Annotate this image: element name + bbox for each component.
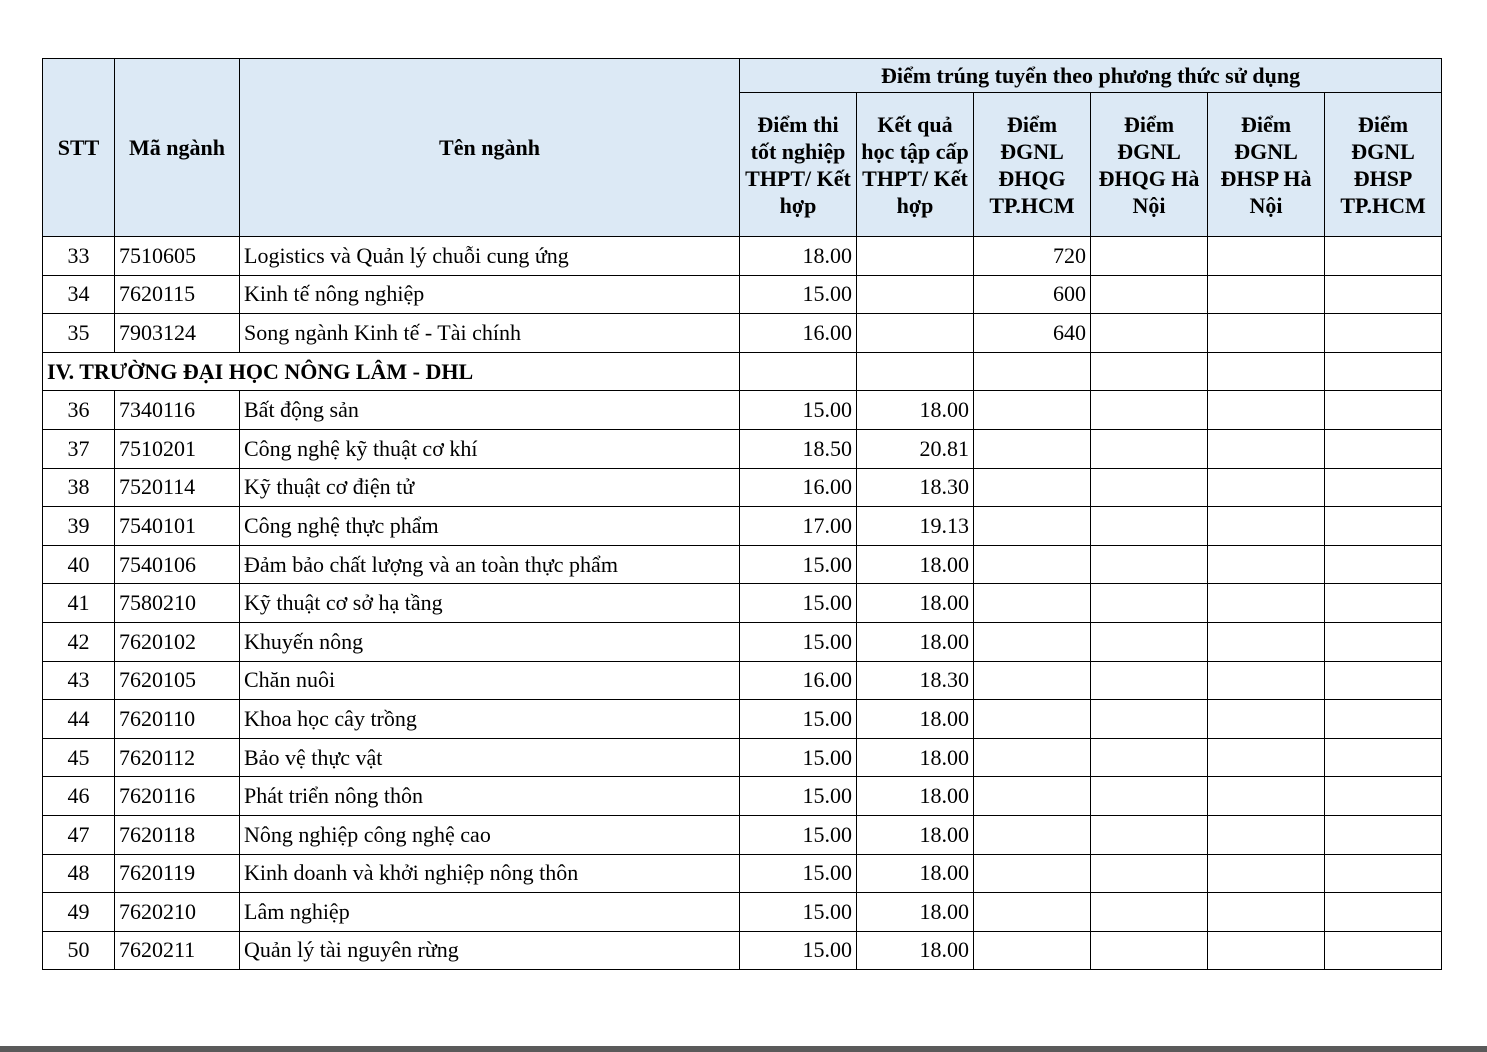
table-body [43, 237, 1442, 970]
row-score-dgnl-dhsp-hcm [1325, 584, 1442, 623]
row-score-thpt: 15.00 [740, 815, 857, 854]
row-code: 7620210 [115, 893, 240, 932]
row-name: Logistics và Quản lý chuỗi cung ứng [240, 237, 740, 276]
row-name: Phát triển nông thôn [240, 777, 740, 816]
row-score-dgnl-dhqg-hn [1091, 545, 1208, 584]
row-name: Lâm nghiệp [240, 893, 740, 932]
row-score-dgnl-dhqg-hcm: 720 [974, 237, 1091, 276]
row-code: 7520114 [115, 468, 240, 507]
row-score-dgnl-dhsp-hn [1208, 738, 1325, 777]
table-row [43, 854, 1442, 893]
row-code: 7580210 [115, 584, 240, 623]
page-bottom-rule [0, 1046, 1487, 1052]
table-row [43, 622, 1442, 661]
header-method-dgnl-dhqg-hn: Điểm ĐGNL ĐHQG Hà Nội [1091, 93, 1208, 237]
row-score-dgnl-dhsp-hcm [1325, 738, 1442, 777]
row-score-dgnl-dhsp-hcm [1325, 700, 1442, 739]
row-score-hoc-ba [857, 314, 974, 353]
row-stt: 35 [43, 314, 115, 353]
row-stt: 33 [43, 237, 115, 276]
row-score-dgnl-dhsp-hn [1208, 854, 1325, 893]
row-score-dgnl-dhsp-hcm [1325, 931, 1442, 970]
row-score-dgnl-dhqg-hcm [974, 545, 1091, 584]
row-score-dgnl-dhsp-hn [1208, 661, 1325, 700]
row-score-hoc-ba: 18.30 [857, 661, 974, 700]
row-score-dgnl-dhqg-hcm [974, 429, 1091, 468]
row-name: Bảo vệ thực vật [240, 738, 740, 777]
table-row [43, 931, 1442, 970]
row-code: 7620112 [115, 738, 240, 777]
section-empty-cell [857, 352, 974, 391]
row-score-hoc-ba: 18.00 [857, 738, 974, 777]
row-code: 7620110 [115, 700, 240, 739]
table-row [43, 738, 1442, 777]
table-row [43, 584, 1442, 623]
header-method-thpt: Điểm thi tốt nghiệp THPT/ Kết hợp [740, 93, 857, 237]
row-score-dgnl-dhqg-hn [1091, 700, 1208, 739]
row-score-dgnl-dhqg-hn [1091, 237, 1208, 276]
row-name: Chăn nuôi [240, 661, 740, 700]
header-name: Tên ngành [240, 59, 740, 237]
row-name: Đảm bảo chất lượng và an toàn thực phẩm [240, 545, 740, 584]
row-score-dgnl-dhsp-hcm [1325, 661, 1442, 700]
row-code: 7510605 [115, 237, 240, 276]
row-name: Song ngành Kinh tế - Tài chính [240, 314, 740, 353]
row-score-dgnl-dhqg-hn [1091, 661, 1208, 700]
table-row [43, 700, 1442, 739]
row-score-dgnl-dhqg-hn [1091, 931, 1208, 970]
row-score-dgnl-dhsp-hcm [1325, 468, 1442, 507]
row-stt: 38 [43, 468, 115, 507]
table-row [43, 429, 1442, 468]
header-method-dgnl-dhqg-hcm: Điểm ĐGNL ĐHQG TP.HCM [974, 93, 1091, 237]
row-score-hoc-ba: 18.00 [857, 893, 974, 932]
row-score-thpt: 15.00 [740, 931, 857, 970]
row-code: 7620118 [115, 815, 240, 854]
row-score-thpt: 18.00 [740, 237, 857, 276]
row-score-thpt: 15.00 [740, 545, 857, 584]
row-score-dgnl-dhqg-hn [1091, 893, 1208, 932]
row-code: 7540101 [115, 507, 240, 546]
table-header [43, 59, 1442, 237]
row-score-dgnl-dhqg-hcm [974, 738, 1091, 777]
section-empty-cell [1325, 352, 1442, 391]
row-score-dgnl-dhqg-hn [1091, 622, 1208, 661]
row-code: 7510201 [115, 429, 240, 468]
table-row [43, 507, 1442, 546]
row-score-hoc-ba: 18.00 [857, 815, 974, 854]
section-row [43, 352, 1442, 391]
row-score-thpt: 16.00 [740, 314, 857, 353]
row-score-thpt: 15.00 [740, 893, 857, 932]
row-score-dgnl-dhsp-hcm [1325, 893, 1442, 932]
row-score-dgnl-dhqg-hn [1091, 429, 1208, 468]
row-score-dgnl-dhqg-hcm: 600 [974, 275, 1091, 314]
row-score-dgnl-dhsp-hn [1208, 429, 1325, 468]
row-score-dgnl-dhsp-hn [1208, 700, 1325, 739]
row-code: 7620116 [115, 777, 240, 816]
row-name: Kinh tế nông nghiệp [240, 275, 740, 314]
row-score-hoc-ba: 18.00 [857, 584, 974, 623]
header-method-dgnl-dhsp-hn: Điểm ĐGNL ĐHSP Hà Nội [1208, 93, 1325, 237]
row-score-thpt: 15.00 [740, 700, 857, 739]
row-score-dgnl-dhqg-hn [1091, 391, 1208, 430]
row-score-dgnl-dhqg-hn [1091, 815, 1208, 854]
row-score-dgnl-dhqg-hcm [974, 815, 1091, 854]
row-score-dgnl-dhqg-hcm [974, 777, 1091, 816]
row-score-dgnl-dhqg-hcm [974, 584, 1091, 623]
row-score-dgnl-dhsp-hn [1208, 622, 1325, 661]
row-stt: 43 [43, 661, 115, 700]
row-score-dgnl-dhqg-hcm [974, 622, 1091, 661]
row-score-thpt: 15.00 [740, 738, 857, 777]
row-score-dgnl-dhqg-hn [1091, 314, 1208, 353]
header-method-group: Điểm trúng tuyển theo phương thức sử dụng [740, 59, 1442, 93]
row-name: Khoa học cây trồng [240, 700, 740, 739]
row-name: Bất động sản [240, 391, 740, 430]
row-stt: 47 [43, 815, 115, 854]
row-name: Kinh doanh và khởi nghiệp nông thôn [240, 854, 740, 893]
row-stt: 42 [43, 622, 115, 661]
row-score-thpt: 15.00 [740, 391, 857, 430]
row-score-dgnl-dhsp-hcm [1325, 429, 1442, 468]
row-stt: 44 [43, 700, 115, 739]
row-score-hoc-ba [857, 237, 974, 276]
row-stt: 48 [43, 854, 115, 893]
row-score-dgnl-dhsp-hcm [1325, 815, 1442, 854]
row-name: Nông nghiệp công nghệ cao [240, 815, 740, 854]
row-code: 7620102 [115, 622, 240, 661]
row-score-dgnl-dhqg-hn [1091, 275, 1208, 314]
row-score-thpt: 17.00 [740, 507, 857, 546]
row-score-dgnl-dhqg-hcm [974, 507, 1091, 546]
row-score-hoc-ba: 20.81 [857, 429, 974, 468]
row-score-dgnl-dhqg-hn [1091, 507, 1208, 546]
row-score-dgnl-dhqg-hcm [974, 700, 1091, 739]
row-code: 7620105 [115, 661, 240, 700]
row-score-dgnl-dhqg-hn [1091, 468, 1208, 507]
table-row [43, 661, 1442, 700]
row-code: 7340116 [115, 391, 240, 430]
row-score-dgnl-dhsp-hn [1208, 931, 1325, 970]
row-score-dgnl-dhqg-hcm [974, 391, 1091, 430]
row-score-thpt: 15.00 [740, 777, 857, 816]
table-row [43, 777, 1442, 816]
row-name: Quản lý tài nguyên rừng [240, 931, 740, 970]
row-score-dgnl-dhsp-hn [1208, 507, 1325, 546]
row-score-dgnl-dhsp-hcm [1325, 507, 1442, 546]
section-empty-cell [740, 352, 857, 391]
row-score-thpt: 15.00 [740, 584, 857, 623]
row-score-dgnl-dhsp-hn [1208, 391, 1325, 430]
table-row [43, 468, 1442, 507]
table-row [43, 275, 1442, 314]
row-stt: 50 [43, 931, 115, 970]
row-score-dgnl-dhqg-hcm [974, 854, 1091, 893]
table-row [43, 391, 1442, 430]
row-score-thpt: 15.00 [740, 622, 857, 661]
section-empty-cell [1091, 352, 1208, 391]
admission-score-table [42, 58, 1442, 970]
table-row [43, 237, 1442, 276]
row-stt: 34 [43, 275, 115, 314]
row-score-dgnl-dhqg-hcm [974, 468, 1091, 507]
row-score-hoc-ba: 18.00 [857, 777, 974, 816]
row-score-hoc-ba: 18.00 [857, 931, 974, 970]
table-row [43, 314, 1442, 353]
row-score-thpt: 15.00 [740, 275, 857, 314]
row-score-dgnl-dhsp-hn [1208, 815, 1325, 854]
row-score-hoc-ba: 18.00 [857, 854, 974, 893]
row-score-hoc-ba: 18.00 [857, 700, 974, 739]
row-score-dgnl-dhsp-hn [1208, 275, 1325, 314]
row-score-dgnl-dhsp-hn [1208, 584, 1325, 623]
row-score-thpt: 15.00 [740, 854, 857, 893]
row-code: 7620119 [115, 854, 240, 893]
row-score-dgnl-dhsp-hn [1208, 314, 1325, 353]
row-score-thpt: 16.00 [740, 661, 857, 700]
row-score-dgnl-dhsp-hcm [1325, 622, 1442, 661]
section-empty-cell [974, 352, 1091, 391]
row-score-dgnl-dhsp-hn [1208, 893, 1325, 932]
section-empty-cell [1208, 352, 1325, 391]
row-score-dgnl-dhsp-hn [1208, 468, 1325, 507]
row-code: 7903124 [115, 314, 240, 353]
row-name: Công nghệ kỹ thuật cơ khí [240, 429, 740, 468]
row-score-dgnl-dhqg-hn [1091, 777, 1208, 816]
row-score-dgnl-dhsp-hn [1208, 545, 1325, 584]
row-score-dgnl-dhsp-hcm [1325, 545, 1442, 584]
table-row [43, 893, 1442, 932]
row-score-dgnl-dhqg-hn [1091, 584, 1208, 623]
row-score-dgnl-dhsp-hcm [1325, 237, 1442, 276]
row-score-dgnl-dhqg-hcm: 640 [974, 314, 1091, 353]
row-stt: 49 [43, 893, 115, 932]
row-score-hoc-ba [857, 275, 974, 314]
row-stt: 45 [43, 738, 115, 777]
section-title: IV. TRƯỜNG ĐẠI HỌC NÔNG LÂM - DHL [43, 352, 740, 391]
row-score-dgnl-dhqg-hcm [974, 661, 1091, 700]
row-stt: 41 [43, 584, 115, 623]
row-stt: 40 [43, 545, 115, 584]
row-name: Kỹ thuật cơ sở hạ tầng [240, 584, 740, 623]
row-score-thpt: 18.50 [740, 429, 857, 468]
row-score-dgnl-dhqg-hcm [974, 931, 1091, 970]
row-name: Kỹ thuật cơ điện tử [240, 468, 740, 507]
row-score-dgnl-dhsp-hcm [1325, 854, 1442, 893]
row-score-dgnl-dhsp-hcm [1325, 275, 1442, 314]
row-score-hoc-ba: 18.00 [857, 391, 974, 430]
header-method-hoc-ba: Kết quả học tập cấp THPT/ Kết hợp [857, 93, 974, 237]
row-score-hoc-ba: 18.30 [857, 468, 974, 507]
row-score-dgnl-dhsp-hn [1208, 777, 1325, 816]
header-method-dgnl-dhsp-hcm: Điểm ĐGNL ĐHSP TP.HCM [1325, 93, 1442, 237]
row-score-dgnl-dhsp-hcm [1325, 391, 1442, 430]
row-stt: 36 [43, 391, 115, 430]
table-row [43, 815, 1442, 854]
row-name: Khuyến nông [240, 622, 740, 661]
row-score-dgnl-dhsp-hcm [1325, 314, 1442, 353]
row-code: 7620115 [115, 275, 240, 314]
row-score-thpt: 16.00 [740, 468, 857, 507]
row-code: 7620211 [115, 931, 240, 970]
row-code: 7540106 [115, 545, 240, 584]
row-score-dgnl-dhsp-hcm [1325, 777, 1442, 816]
row-score-dgnl-dhqg-hcm [974, 893, 1091, 932]
header-stt: STT [43, 59, 115, 237]
row-stt: 39 [43, 507, 115, 546]
row-score-hoc-ba: 18.00 [857, 545, 974, 584]
row-score-hoc-ba: 18.00 [857, 622, 974, 661]
row-score-dgnl-dhqg-hn [1091, 854, 1208, 893]
row-score-hoc-ba: 19.13 [857, 507, 974, 546]
row-stt: 37 [43, 429, 115, 468]
row-score-dgnl-dhqg-hn [1091, 738, 1208, 777]
header-code: Mã ngành [115, 59, 240, 237]
row-stt: 46 [43, 777, 115, 816]
row-name: Công nghệ thực phẩm [240, 507, 740, 546]
table-row [43, 545, 1442, 584]
row-score-dgnl-dhsp-hn [1208, 237, 1325, 276]
